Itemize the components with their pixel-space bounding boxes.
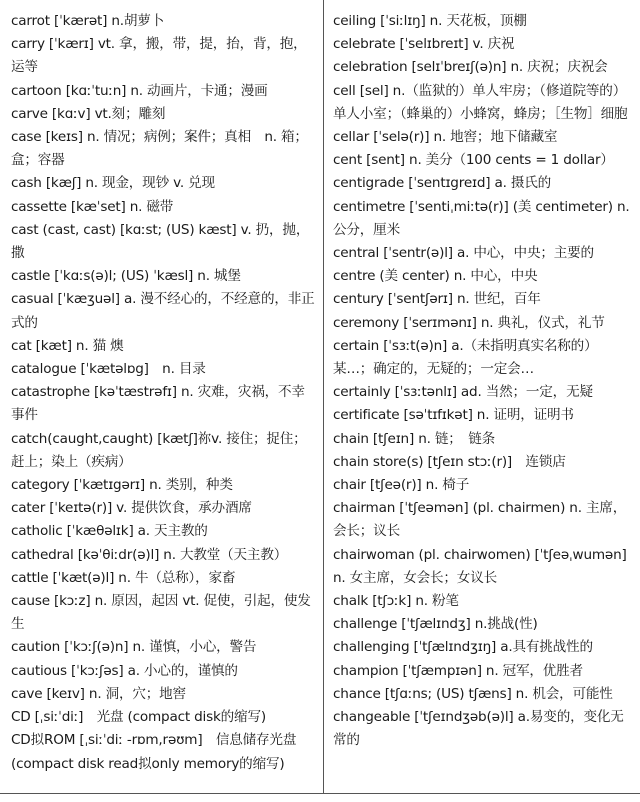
vocab-entry: chain [tʃeɪn] n. 链； 链条 (333, 430, 496, 447)
vocab-entry: carrot [ˈkærət] n.胡萝卜 (11, 13, 165, 29)
vocab-entry: cast (cast, cast) [kɑːst; (US) kæst] v. 扔，抛，撒 (11, 221, 310, 262)
vocab-entry: cartoon [kɑːˈtuːn] n. 动画片，卡通；漫画 (11, 82, 268, 99)
vocab-entry: celebrate [ˈselɪbreɪt] v. 庆祝 (333, 36, 515, 53)
vocab-entry: cause [kɔːz] n. 原因，起因 vt. 促使，引起，使发生 (11, 593, 311, 633)
vocab-entry: cat [kæt] n. 猫 燠 (11, 337, 124, 354)
vocab-entry: chain store(s) [tʃeɪn stɔː(r)] 连锁店 (333, 453, 566, 470)
vocab-entry: central [ˈsentr(ə)l] a. 中心，中央；主要的 (333, 245, 594, 262)
vocab-entry: centre (美 center) n. 中心，中央 (333, 268, 538, 285)
vocab-entry: CD [ˌsiːˈdiː] 光盘 (compact disk的缩写) (11, 709, 266, 726)
bottom-rule (0, 793, 640, 794)
vocab-entry: champion [ˈtʃæmpɪən] n. 冠军，优胜者 (333, 662, 583, 679)
vocab-entry: celebration [selɪˈbreɪʃ(ə)n] n. 庆祝；庆祝会 (333, 59, 608, 76)
vocab-entry: challenge [ˈtʃælɪndʒ] n.挑战(性) (333, 616, 538, 633)
vocab-entry: castle [ˈkɑːs(ə)l; (US) ˈkæsl] n. 城堡 (11, 268, 241, 285)
vocab-entry: chairman [ˈtʃeəmən] (pl. chairmen) n. 主席，会长；议长 (333, 500, 627, 540)
right-column (333, 10, 631, 753)
vocab-entry: case [keɪs] n. 情况；病例；案件；真相 n. 箱；盒；容器 (11, 129, 308, 169)
vocab-entry: centimetre [ˈsentiˌmiːtə(r)] (美 centimeter) n. 公分，厘米 (333, 198, 630, 238)
vocab-entry: chalk [tʃɔːk] n. 粉笔 (333, 593, 459, 610)
left-column (11, 10, 317, 776)
vocab-entry: chairwoman (pl. chairwomen) [ˈtʃeəˌwumən] n. 女主席，女会长；女议长 (333, 546, 627, 586)
vocab-entry: ceremony [ˈserɪmənɪ] n. 典礼，仪式，礼节 (333, 314, 605, 331)
vocab-entry: cautious [ˈkɔːʃəs] a. 小心的，谨慎的 (11, 662, 238, 679)
vocab-entry: ceiling [ˈsiːlɪŋ] n. 天花板，顶棚 (333, 13, 527, 29)
vocab-entry: certain [ˈsɜːt(ə)n] a.（未指明真实名称的）某…；确定的，无疑的；一定会… (333, 337, 598, 378)
vocab-entry: chance [tʃɑːns; (US) tʃæns] n. 机会，可能性 (333, 685, 613, 702)
vocab-entry: carry [ˈkærɪ] vt. 拿，搬，带，提，抬，背，抱，运等 (11, 36, 307, 76)
vocab-entry: catalogue [ˈkætəlɒg] n. 目录 (11, 361, 206, 378)
vocab-entry: CD拟ROM [ˌsiːˈdiː -rɒm,rəʊm] 信息储存光盘 (compact disk read拟only memory的缩写) (11, 732, 297, 772)
vocab-entry: centigrade [ˈsentɪgreɪd] a. 摄氏的 (333, 175, 552, 192)
vocab-entry: casual [ˈkæʒuəl] a. 漫不经心的，不经意的，非正式的 (11, 291, 315, 331)
vocab-entry: certainly [ˈsɜːtənlɪ] ad. 当然；一定，无疑 (333, 384, 593, 401)
vocab-entry: cave [keɪv] n. 洞，穴；地窖 (11, 685, 186, 702)
vocab-entry: cattle [ˈkæt(ə)l] n. 牛（总称），家畜 (11, 569, 236, 586)
vocab-entry: catch(caught,caught) [kætʃ]祢v. 接住；捉住；赶上；染上（疾病） (11, 430, 307, 470)
vocab-entry: certificate [səˈtɪfɪkət] n. 证明，证明书 (333, 407, 574, 424)
vocab-entry: cathedral [kəˈθiːdr(ə)l] n. 大教堂（天主教） (11, 546, 288, 563)
column-divider (323, 0, 324, 793)
vocab-entry: cellar [ˈselə(r)] n. 地窖；地下储藏室 (333, 129, 558, 146)
vocab-entry: catastrophe [kəˈtæstrəfɪ] n. 灾难，灾祸，不幸事件 (11, 384, 305, 424)
vocab-entry: chair [tʃeə(r)] n. 椅子 (333, 477, 470, 494)
vocab-entry: cater [ˈkeɪtə(r)] v. 提供饮食，承办酒席 (11, 500, 252, 517)
vocab-entry: cash [kæʃ] n. 现金，现钞 v. 兑现 (11, 175, 215, 192)
vocab-entry: carve [kɑːv] vt.刻；雕刻 (11, 105, 166, 122)
vocab-entry: cell [sel] n.（监狱的）单人牢房；（修道院等的）单人小室；（蜂巢的）小蜂窝，蜂房；［生物］细胞 (333, 82, 628, 122)
vocab-entry: cassette [kæˈset] n. 磁带 (11, 198, 174, 215)
vocab-entry: century [ˈsentʃərɪ] n. 世纪，百年 (333, 291, 541, 308)
vocab-entry: category [ˈkætɪgərɪ] n. 类别，种类 (11, 477, 233, 494)
vocab-entry: challenging [ˈtʃælɪndʒɪŋ] a.具有挑战性的 (333, 639, 593, 656)
vocab-entry: catholic [ˈkæθəlɪk] a. 天主教的 (11, 523, 208, 540)
vocab-entry: caution [ˈkɔːʃ(ə)n] n. 谨慎，小心，警告 (11, 639, 257, 656)
vocab-entry: changeable [ˈtʃeɪndʒəb(ə)l] a.易变的，变化无常的 (333, 709, 624, 749)
vocab-entry: cent [sent] n. 美分（100 cents = 1 dollar） (333, 152, 614, 169)
